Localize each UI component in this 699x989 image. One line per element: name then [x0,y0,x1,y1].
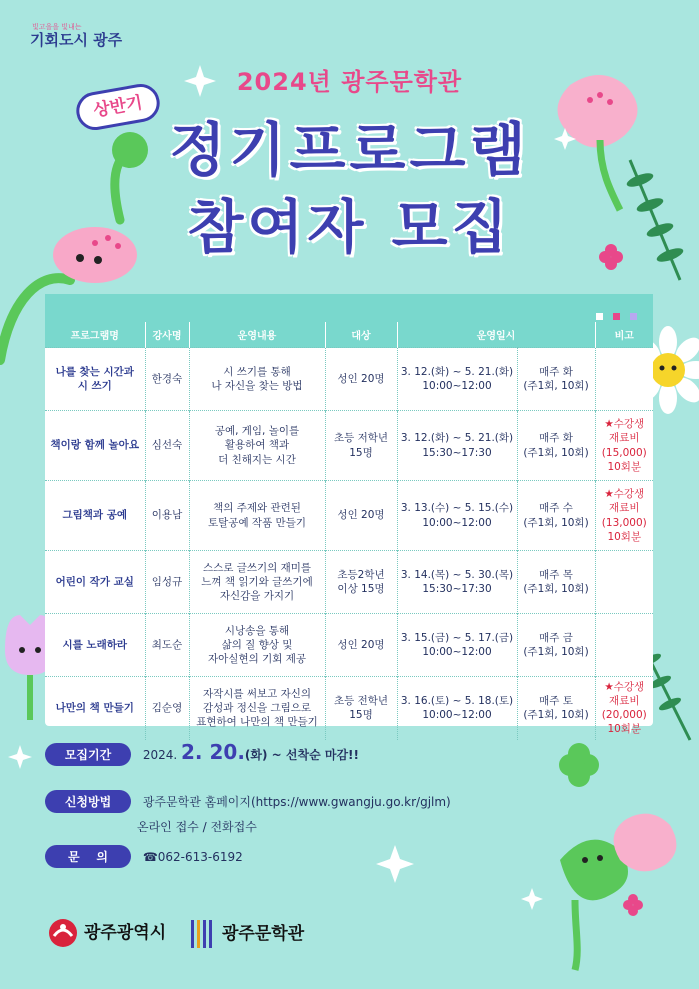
recruit-period-year: 2024. [142,748,178,762]
instructor-cell: 임성규 [145,551,189,614]
contact [45,845,243,868]
table-row [45,411,653,481]
literature-museum-emblem-icon [190,918,216,950]
recruit-period [45,740,359,766]
recruit-period-date: 2. 20. [181,740,245,764]
window-dots [591,305,637,324]
dot-icon [613,313,620,320]
sparkle-icon [521,888,543,910]
green-clover [559,743,599,787]
content-cell: 시낭송을 통해 삶의 질 향상 및 자아실현의 기회 제공 [189,614,325,677]
sparkle-icon [8,745,32,769]
note-cell [595,348,653,411]
target-cell: 성인 20명 [325,348,397,411]
target-cell: 초등 저학년 15명 [325,411,397,481]
note-cell: ★수강생 재료비 (13,000) 10회분 [595,481,653,551]
dot-icon [596,313,603,320]
program-name-cell: 시를 노래하라 [45,614,145,677]
table-row [45,551,653,614]
table-body [45,348,653,740]
program-name-cell: 책이랑 함께 놀아요 [45,411,145,481]
city-logo [30,22,130,49]
period-cell: 3. 16.(토) ~ 5. 18.(토) 10:00~12:00 [397,677,517,740]
target-cell: 성인 20명 [325,614,397,677]
content-cell: 자작시를 써보고 자신의 감성과 정신을 그림으로 표현하여 나만의 책 만들기 [189,677,325,740]
content-cell: 공예, 게임, 놀이를 활용하여 책과 더 친해지는 시간 [189,411,325,481]
city-logo-text: 기회도시 광주 [30,31,123,49]
table-topbar [45,294,653,322]
dot-icon [630,313,637,320]
column-header: 프로그램명 [45,322,145,348]
pink-flower-bottom-right [614,814,677,872]
program-name-cell: 어린이 작가 교실 [45,551,145,614]
apply-method-label: 신청방법 [45,790,131,813]
target-cell: 초등2학년 이상 15명 [325,551,397,614]
program-table [45,322,653,740]
sparkle-icon [376,845,414,883]
literature-museum-logo [190,918,304,950]
schedule-cell: 매주 수 (주1회, 10회) [517,481,595,551]
target-cell: 성인 20명 [325,481,397,551]
contact-label: 문 의 [45,845,131,868]
content-cell: 스스로 글쓰기의 재미를 느껴 책 읽기와 글쓰기에 자신감을 가지기 [189,551,325,614]
column-header: 비고 [595,322,653,348]
apply-method-line2: 온라인 접수 / 전화접수 [137,820,257,834]
content-cell: 책의 주제와 관련된 토탈공예 작품 만들기 [189,481,325,551]
schedule-cell: 매주 화 (주1회, 10회) [517,348,595,411]
table-row [45,677,653,740]
column-header: 대상 [325,322,397,348]
column-header: 강사명 [145,322,189,348]
note-cell [595,551,653,614]
column-header: 운영일시 [397,322,595,348]
table-row [45,348,653,411]
period-cell: 3. 12.(화) ~ 5. 21.(화) 10:00~12:00 [397,348,517,411]
gwangju-city-name: 광주광역시 [84,923,167,943]
pink-clover-small [623,894,643,916]
recruit-period-rest: (화) ~ 선착순 마감!! [244,748,359,762]
program-name-cell: 그림책과 공예 [45,481,145,551]
schedule-cell: 매주 화 (주1회, 10회) [517,411,595,481]
poster-title-line1: 정기프로그램 [169,116,530,184]
period-cell: 3. 15.(금) ~ 5. 17.(금) 10:00~12:00 [397,614,517,677]
table-row [45,614,653,677]
target-cell: 초등 전학년 15명 [325,677,397,740]
contact-phone: ☎062-613-6192 [142,850,243,864]
city-slogan: 빛고을을 빛내는 [32,23,82,31]
instructor-cell: 심선숙 [145,411,189,481]
note-cell [595,614,653,677]
instructor-cell: 최도순 [145,614,189,677]
note-cell: ★수강생 재료비 (15,000) 10회분 [595,411,653,481]
schedule-cell: 매주 토 (주1회, 10회) [517,677,595,740]
schedule-cell: 매주 목 (주1회, 10회) [517,551,595,614]
instructor-cell: 이용남 [145,481,189,551]
recruit-period-label: 모집기간 [45,743,131,766]
program-table-card [45,294,653,736]
schedule-cell: 매주 금 (주1회, 10회) [517,614,595,677]
apply-method-line1: 광주문학관 홈페이지(https://www.gwangju.go.kr/gjlm) [142,795,451,809]
content-cell: 시 쓰기를 통해 나 자신을 찾는 방법 [189,348,325,411]
apply-method [45,790,451,835]
table-row [45,481,653,551]
gwangju-emblem-icon [48,918,78,948]
period-cell: 3. 14.(목) ~ 5. 30.(목) 15:30~17:30 [397,551,517,614]
period-cell: 3. 12.(화) ~ 5. 21.(화) 15:30~17:30 [397,411,517,481]
note-cell: ★수강생 재료비 (20,000) 10회분 [595,677,653,740]
poster-subtitle: 2024년 광주문학관 [236,68,463,96]
half-year-badge: 상반기 [73,81,162,133]
column-header: 운영내용 [189,322,325,348]
gwangju-city-logo [48,918,166,948]
program-name-cell: 나를 찾는 시간과 시 쓰기 [45,348,145,411]
poster-title-line2: 참여자 모집 [187,193,512,261]
instructor-cell: 김순영 [145,677,189,740]
period-cell: 3. 13.(수) ~ 5. 15.(수) 10:00~12:00 [397,481,517,551]
table-header-row [45,322,653,348]
literature-museum-name: 광주문학관 [222,924,305,944]
program-name-cell: 나만의 책 만들기 [45,677,145,740]
instructor-cell: 한경숙 [145,348,189,411]
